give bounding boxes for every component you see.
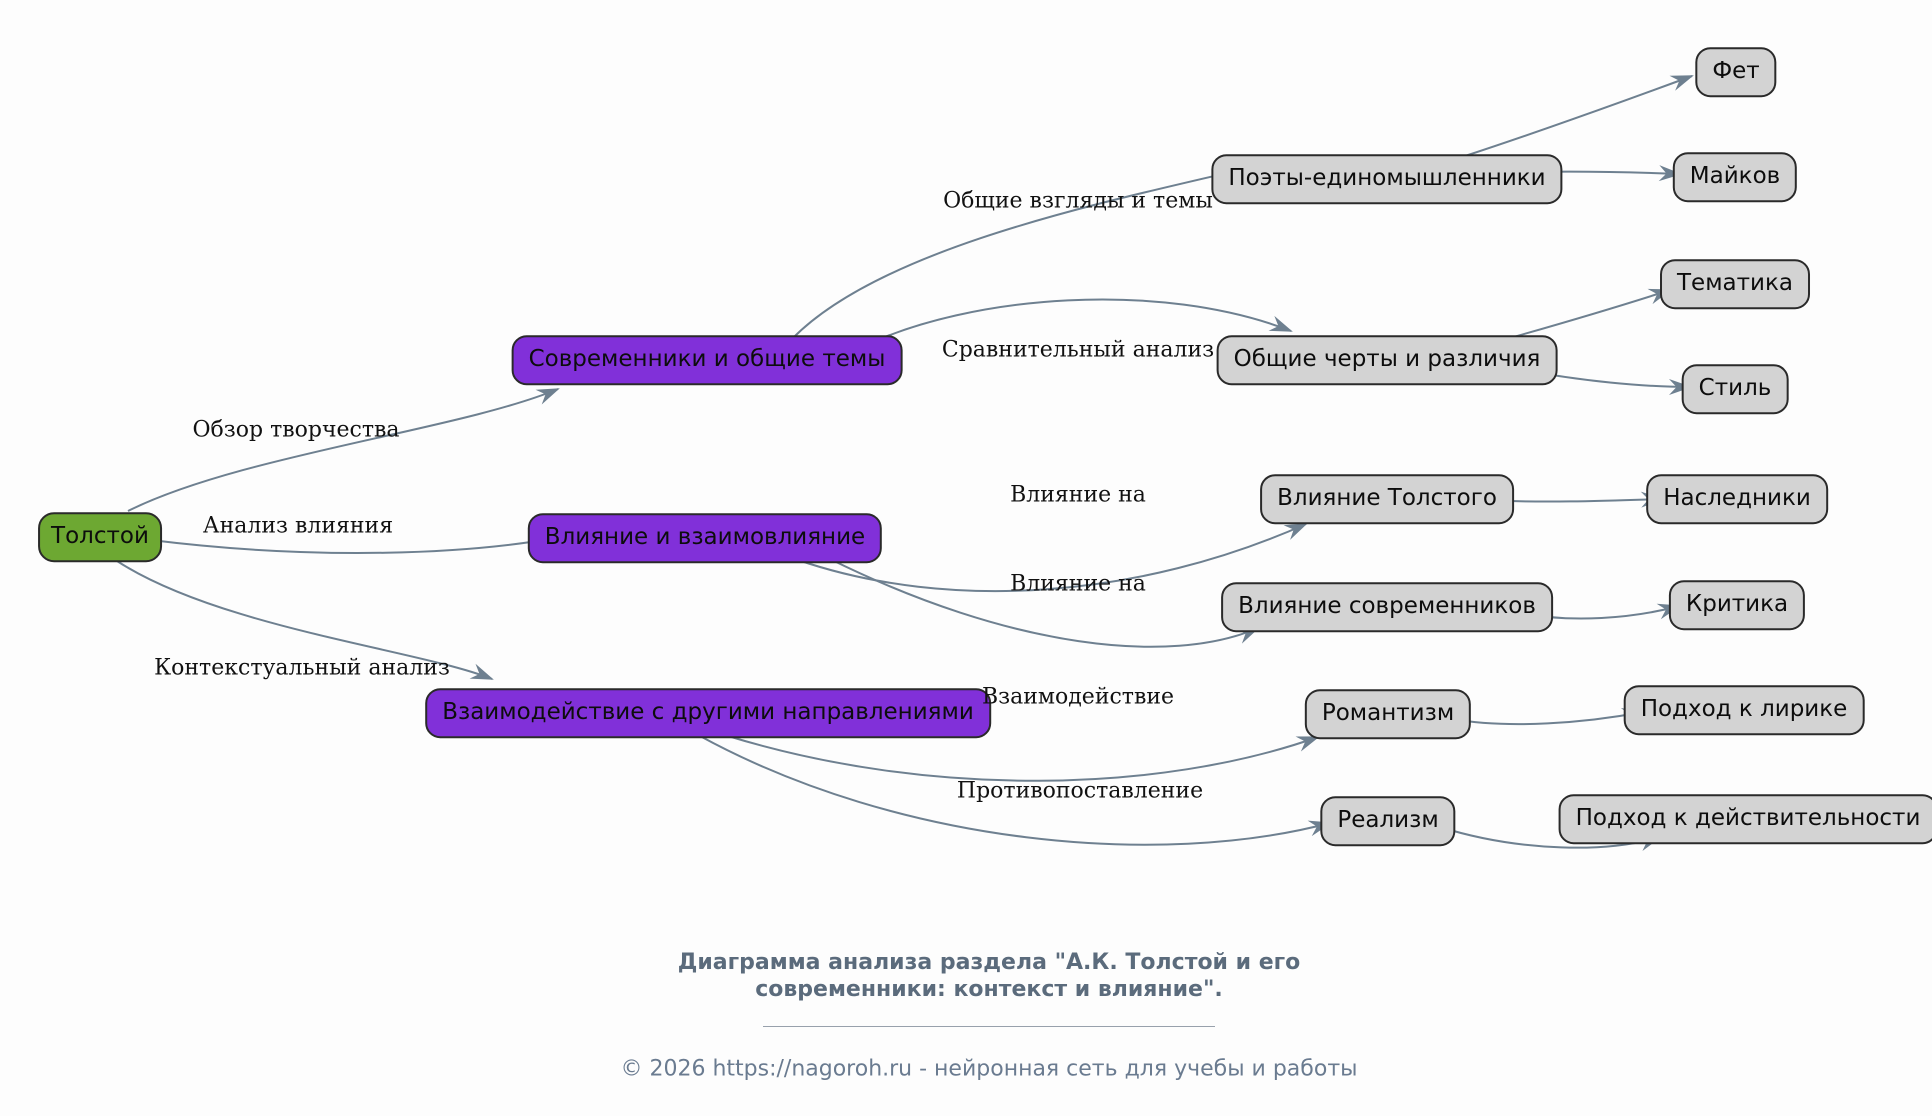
edge-tolstoy--vliyanie xyxy=(151,537,561,553)
edge-label-vliyanie-na-2: Влияние на xyxy=(1010,571,1146,597)
node-nasledniki: Наследники xyxy=(1646,474,1828,524)
node-tematika: Тематика xyxy=(1660,259,1810,309)
node-podhod-k-lirike: Подход к лирике xyxy=(1624,685,1865,735)
node-podhod-k-deystvitelnosti: Подход к действительности xyxy=(1559,794,1932,844)
node-maykov: Майков xyxy=(1673,152,1797,202)
node-romantizm: Романтизм xyxy=(1305,689,1471,739)
caption xyxy=(639,950,1339,1004)
edge-label-obzor-tvorchestva: Обзор творчества xyxy=(192,417,400,443)
edge-label-vliyanie-na-1: Влияние на xyxy=(1010,482,1146,508)
caption-line-1: Диаграмма анализа раздела "А.К. Толстой и его xyxy=(677,950,1301,976)
edge-label-analiz-vliyaniya: Анализ влияния xyxy=(202,513,394,539)
edge-poety--fet xyxy=(1462,76,1692,157)
edge-tolstoy--sovremenniki xyxy=(128,389,558,511)
edge-label-obshchie-vzglyady: Общие взгляды и темы xyxy=(943,188,1213,214)
node-tolstoy: Толстой xyxy=(38,512,162,562)
node-sovremenniki: Современники и общие темы xyxy=(512,335,903,385)
node-vliyanie-tolstogo: Влияние Толстого xyxy=(1260,474,1514,524)
edge-romantizm--podhod-k-lirike xyxy=(1452,712,1643,724)
node-vliyanie: Влияние и взаимовлияние xyxy=(528,513,882,563)
caption-line-2: современники: контекст и влияние". xyxy=(755,977,1223,1002)
edge-label-vzaimodeystvie: Взаимодействие xyxy=(981,684,1175,710)
node-realizm: Реализм xyxy=(1320,796,1455,846)
node-vliyanie-sovremennikov: Влияние современников xyxy=(1221,582,1553,632)
edge-cherty--tematika xyxy=(1510,290,1670,338)
footer-credit: © 2026 https://nagoroh.ru - нейронная сеть для учебы и работы xyxy=(620,1056,1358,1082)
node-fet: Фет xyxy=(1695,47,1776,97)
edge-label-kontekstualny-analiz: Контекстуальный анализ xyxy=(154,655,450,681)
node-poety: Поэты-единомышленники xyxy=(1211,154,1562,204)
edge-label-protivopostavlenie: Противопоставление xyxy=(956,778,1204,804)
caption-divider xyxy=(763,1026,1215,1027)
node-kritika: Критика xyxy=(1669,580,1805,630)
edge-vzaimodeystvie--romantizm xyxy=(728,736,1318,781)
node-cherty: Общие черты и различия xyxy=(1217,335,1558,385)
node-vzaimodeystvie: Взаимодействие с другими направлениями xyxy=(425,688,991,738)
node-stil: Стиль xyxy=(1682,364,1789,414)
edge-label-sravnitelny-analiz: Сравнительный анализ xyxy=(941,337,1215,363)
